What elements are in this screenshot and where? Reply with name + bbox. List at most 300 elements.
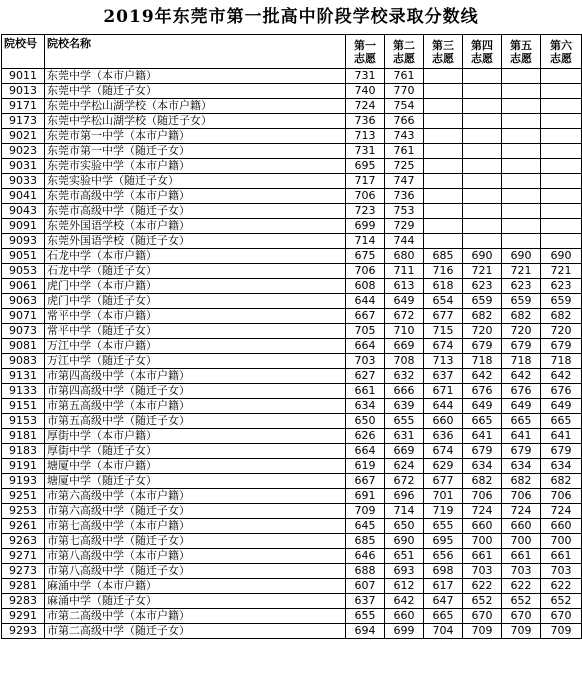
score-cell-choice-1: 685 [346, 534, 385, 549]
school-code-cell: 9271 [2, 549, 45, 564]
school-name-cell: 东莞市高级中学（随迁子女） [45, 204, 346, 219]
score-cell-choice-4: 670 [463, 609, 502, 624]
school-code-cell: 9153 [2, 414, 45, 429]
school-code-cell: 9273 [2, 564, 45, 579]
table-row [2, 204, 582, 219]
score-cell-choice-1: 627 [346, 369, 385, 384]
score-cell-choice-3: 629 [424, 459, 463, 474]
score-cell-choice-5: 641 [502, 429, 541, 444]
school-code-cell: 9181 [2, 429, 45, 444]
table-row [2, 594, 582, 609]
score-cell-choice-6: 709 [541, 624, 582, 639]
table-row [2, 474, 582, 489]
table-row [2, 549, 582, 564]
school-name-cell: 东莞市第一中学（本市户籍） [45, 129, 346, 144]
score-cell-choice-1: 709 [346, 504, 385, 519]
score-cell-choice-1: 661 [346, 384, 385, 399]
score-cell-choice-3: 655 [424, 519, 463, 534]
score-cell-choice-2: 747 [385, 174, 424, 189]
score-cell-choice-2: 669 [385, 339, 424, 354]
score-cell-choice-6 [541, 219, 582, 234]
school-code-cell: 9071 [2, 309, 45, 324]
score-cell-choice-4 [463, 219, 502, 234]
school-code-cell: 9073 [2, 324, 45, 339]
score-cell-choice-6: 720 [541, 324, 582, 339]
score-cell-choice-2: 650 [385, 519, 424, 534]
score-cell-choice-4: 690 [463, 249, 502, 264]
school-code-cell: 9171 [2, 99, 45, 114]
score-cell-choice-3: 674 [424, 444, 463, 459]
table-row [2, 234, 582, 249]
score-cell-choice-6: 703 [541, 564, 582, 579]
score-cell-choice-3: 671 [424, 384, 463, 399]
score-cell-choice-2: 672 [385, 309, 424, 324]
score-cell-choice-6: 676 [541, 384, 582, 399]
score-cell-choice-6 [541, 174, 582, 189]
header-choice-6: 第六 志愿 [541, 35, 582, 69]
score-cell-choice-4: 720 [463, 324, 502, 339]
school-name-cell: 虎门中学（本市户籍） [45, 279, 346, 294]
score-cell-choice-2: 708 [385, 354, 424, 369]
table-row [2, 624, 582, 639]
score-cell-choice-4 [463, 129, 502, 144]
score-cell-choice-5: 679 [502, 339, 541, 354]
score-cell-choice-1: 703 [346, 354, 385, 369]
school-name-cell: 东莞中学（随迁子女） [45, 84, 346, 99]
score-cell-choice-3 [424, 69, 463, 84]
table-row [2, 174, 582, 189]
school-name-cell: 市第五高级中学（随迁子女） [45, 414, 346, 429]
score-cell-choice-2: 680 [385, 249, 424, 264]
score-cell-choice-4 [463, 234, 502, 249]
school-name-cell: 市第二高级中学（本市户籍） [45, 609, 346, 624]
score-cell-choice-5: 718 [502, 354, 541, 369]
table-row [2, 429, 582, 444]
score-cell-choice-4: 703 [463, 564, 502, 579]
score-cell-choice-6: 641 [541, 429, 582, 444]
school-name-cell: 石龙中学（随迁子女） [45, 264, 346, 279]
school-code-cell: 9193 [2, 474, 45, 489]
score-cell-choice-3: 677 [424, 309, 463, 324]
school-name-cell: 东莞中学松山湖学校（本市户籍） [45, 99, 346, 114]
score-cell-choice-6: 634 [541, 459, 582, 474]
school-code-cell: 9011 [2, 69, 45, 84]
school-name-cell: 市第四高级中学（本市户籍） [45, 369, 346, 384]
score-cell-choice-6: 690 [541, 249, 582, 264]
score-cell-choice-6: 649 [541, 399, 582, 414]
score-cell-choice-2: 736 [385, 189, 424, 204]
score-cell-choice-3 [424, 99, 463, 114]
score-cell-choice-5 [502, 84, 541, 99]
table-row [2, 399, 582, 414]
school-code-cell: 9091 [2, 219, 45, 234]
table-row [2, 339, 582, 354]
school-name-cell: 市第八高级中学（本市户籍） [45, 549, 346, 564]
score-cell-choice-4: 649 [463, 399, 502, 414]
table-row [2, 294, 582, 309]
score-cell-choice-5: 623 [502, 279, 541, 294]
school-code-cell: 9021 [2, 129, 45, 144]
school-name-cell: 市第七高级中学（本市户籍） [45, 519, 346, 534]
score-cell-choice-3: 617 [424, 579, 463, 594]
table-row [2, 564, 582, 579]
score-cell-choice-3 [424, 174, 463, 189]
score-cell-choice-5: 659 [502, 294, 541, 309]
score-cell-choice-2: 649 [385, 294, 424, 309]
score-cell-choice-5 [502, 144, 541, 159]
score-cell-choice-2: 666 [385, 384, 424, 399]
score-cell-choice-6: 665 [541, 414, 582, 429]
score-cell-choice-3: 636 [424, 429, 463, 444]
score-cell-choice-3 [424, 219, 463, 234]
score-cell-choice-2: 711 [385, 264, 424, 279]
score-cell-choice-6 [541, 204, 582, 219]
admission-score-table [1, 34, 582, 639]
score-cell-choice-3: 695 [424, 534, 463, 549]
score-cell-choice-6: 721 [541, 264, 582, 279]
score-cell-choice-1: 714 [346, 234, 385, 249]
score-cell-choice-4: 709 [463, 624, 502, 639]
school-code-cell: 9061 [2, 279, 45, 294]
score-cell-choice-1: 675 [346, 249, 385, 264]
school-code-cell: 9083 [2, 354, 45, 369]
school-code-cell: 9063 [2, 294, 45, 309]
table-row [2, 534, 582, 549]
score-cell-choice-6: 622 [541, 579, 582, 594]
score-cell-choice-4: 661 [463, 549, 502, 564]
school-name-cell: 麻涌中学（随迁子女） [45, 594, 346, 609]
score-cell-choice-2: 743 [385, 129, 424, 144]
score-cell-choice-6: 700 [541, 534, 582, 549]
table-row [2, 84, 582, 99]
score-cell-choice-1: 724 [346, 99, 385, 114]
score-cell-choice-3: 715 [424, 324, 463, 339]
score-cell-choice-4 [463, 204, 502, 219]
school-name-cell: 塘厦中学（随迁子女） [45, 474, 346, 489]
table-row [2, 384, 582, 399]
score-cell-choice-1: 664 [346, 444, 385, 459]
school-code-cell: 9023 [2, 144, 45, 159]
score-cell-choice-6 [541, 84, 582, 99]
score-cell-choice-1: 634 [346, 399, 385, 414]
score-cell-choice-6 [541, 114, 582, 129]
score-cell-choice-2: 754 [385, 99, 424, 114]
score-cell-choice-5: 634 [502, 459, 541, 474]
school-name-cell: 常平中学（随迁子女） [45, 324, 346, 339]
header-row [2, 35, 582, 69]
score-cell-choice-5: 706 [502, 489, 541, 504]
score-cell-choice-1: 645 [346, 519, 385, 534]
score-cell-choice-1: 637 [346, 594, 385, 609]
score-cell-choice-3 [424, 234, 463, 249]
score-cell-choice-6: 642 [541, 369, 582, 384]
school-code-cell: 9191 [2, 459, 45, 474]
score-cell-choice-1: 736 [346, 114, 385, 129]
score-cell-choice-6: 718 [541, 354, 582, 369]
score-cell-choice-5: 665 [502, 414, 541, 429]
score-cell-choice-2: 710 [385, 324, 424, 339]
table-row [2, 504, 582, 519]
score-cell-choice-6 [541, 144, 582, 159]
score-cell-choice-4 [463, 114, 502, 129]
table-row [2, 159, 582, 174]
school-name-cell: 市第六高级中学（本市户籍） [45, 489, 346, 504]
score-cell-choice-3: 685 [424, 249, 463, 264]
score-cell-choice-4 [463, 84, 502, 99]
table-row [2, 519, 582, 534]
score-cell-choice-1: 608 [346, 279, 385, 294]
table-row [2, 354, 582, 369]
score-cell-choice-3: 719 [424, 504, 463, 519]
score-cell-choice-3 [424, 84, 463, 99]
score-cell-choice-4: 665 [463, 414, 502, 429]
score-cell-choice-1: 713 [346, 129, 385, 144]
school-name-cell: 市第二高级中学（随迁子女） [45, 624, 346, 639]
score-cell-choice-3: 674 [424, 339, 463, 354]
school-code-cell: 9031 [2, 159, 45, 174]
score-cell-choice-4: 634 [463, 459, 502, 474]
school-name-cell: 东莞外国语学校（随迁子女） [45, 234, 346, 249]
score-cell-choice-3: 677 [424, 474, 463, 489]
score-cell-choice-5: 721 [502, 264, 541, 279]
score-cell-choice-6: 623 [541, 279, 582, 294]
score-cell-choice-5 [502, 204, 541, 219]
score-cell-choice-3: 716 [424, 264, 463, 279]
score-cell-choice-6: 661 [541, 549, 582, 564]
table-row [2, 264, 582, 279]
score-cell-choice-3 [424, 189, 463, 204]
school-code-cell: 9013 [2, 84, 45, 99]
header-choice-3: 第三 志愿 [424, 35, 463, 69]
score-cell-choice-2: 642 [385, 594, 424, 609]
school-name-cell: 东莞实验中学（随迁子女） [45, 174, 346, 189]
score-cell-choice-1: 695 [346, 159, 385, 174]
table-row [2, 324, 582, 339]
school-name-cell: 东莞中学（本市户籍） [45, 69, 346, 84]
score-cell-choice-2: 655 [385, 414, 424, 429]
score-cell-choice-3: 704 [424, 624, 463, 639]
score-cell-choice-1: 731 [346, 144, 385, 159]
score-cell-choice-4: 659 [463, 294, 502, 309]
score-cell-choice-2: 660 [385, 609, 424, 624]
score-cell-choice-3: 637 [424, 369, 463, 384]
score-cell-choice-4 [463, 69, 502, 84]
table-row [2, 579, 582, 594]
score-cell-choice-4: 676 [463, 384, 502, 399]
school-name-cell: 常平中学（本市户籍） [45, 309, 346, 324]
score-cell-choice-5 [502, 189, 541, 204]
school-code-cell: 9283 [2, 594, 45, 609]
table-row [2, 144, 582, 159]
score-cell-choice-6: 682 [541, 474, 582, 489]
score-cell-choice-3: 701 [424, 489, 463, 504]
score-cell-choice-1: 705 [346, 324, 385, 339]
score-cell-choice-6 [541, 189, 582, 204]
score-cell-choice-3: 654 [424, 294, 463, 309]
school-name-cell: 虎门中学（随迁子女） [45, 294, 346, 309]
table-row [2, 114, 582, 129]
score-cell-choice-6 [541, 69, 582, 84]
school-code-cell: 9261 [2, 519, 45, 534]
score-cell-choice-2: 725 [385, 159, 424, 174]
table-row [2, 444, 582, 459]
school-code-cell: 9291 [2, 609, 45, 624]
score-cell-choice-3 [424, 159, 463, 174]
school-name-cell: 东莞外国语学校（本市户籍） [45, 219, 346, 234]
score-cell-choice-4 [463, 99, 502, 114]
table-row [2, 489, 582, 504]
score-cell-choice-1: 706 [346, 189, 385, 204]
score-cell-choice-5: 676 [502, 384, 541, 399]
score-cell-choice-1: 619 [346, 459, 385, 474]
score-cell-choice-5: 642 [502, 369, 541, 384]
school-name-cell: 万江中学（本市户籍） [45, 339, 346, 354]
score-cell-choice-5 [502, 234, 541, 249]
score-cell-choice-5: 622 [502, 579, 541, 594]
score-cell-choice-6: 659 [541, 294, 582, 309]
score-cell-choice-5 [502, 114, 541, 129]
score-cell-choice-6: 660 [541, 519, 582, 534]
score-cell-choice-1: 731 [346, 69, 385, 84]
score-cell-choice-2: 744 [385, 234, 424, 249]
school-name-cell: 市第四高级中学（随迁子女） [45, 384, 346, 399]
score-cell-choice-3 [424, 114, 463, 129]
score-cell-choice-3 [424, 129, 463, 144]
score-cell-choice-1: 664 [346, 339, 385, 354]
school-name-cell: 麻涌中学（本市户籍） [45, 579, 346, 594]
score-cell-choice-2: 770 [385, 84, 424, 99]
score-cell-choice-4: 724 [463, 504, 502, 519]
score-cell-choice-6: 679 [541, 444, 582, 459]
score-cell-choice-6: 706 [541, 489, 582, 504]
score-cell-choice-1: 740 [346, 84, 385, 99]
score-cell-choice-5: 709 [502, 624, 541, 639]
score-cell-choice-2: 624 [385, 459, 424, 474]
score-cell-choice-4 [463, 159, 502, 174]
school-code-cell: 9051 [2, 249, 45, 264]
score-cell-choice-2: 714 [385, 504, 424, 519]
table-row [2, 459, 582, 474]
score-cell-choice-4: 718 [463, 354, 502, 369]
score-cell-choice-4: 682 [463, 474, 502, 489]
score-cell-choice-4: 679 [463, 339, 502, 354]
school-name-cell: 万江中学（随迁子女） [45, 354, 346, 369]
score-cell-choice-2: 699 [385, 624, 424, 639]
score-cell-choice-5: 679 [502, 444, 541, 459]
table-row [2, 99, 582, 114]
table-row [2, 279, 582, 294]
score-cell-choice-5 [502, 129, 541, 144]
score-cell-choice-2: 651 [385, 549, 424, 564]
school-name-cell: 厚街中学（随迁子女） [45, 444, 346, 459]
score-cell-choice-5 [502, 99, 541, 114]
score-cell-choice-6: 682 [541, 309, 582, 324]
score-cell-choice-5 [502, 174, 541, 189]
score-cell-choice-5: 700 [502, 534, 541, 549]
header-choice-2: 第二 志愿 [385, 35, 424, 69]
score-cell-choice-5: 724 [502, 504, 541, 519]
score-cell-choice-6: 679 [541, 339, 582, 354]
score-cell-choice-1: 706 [346, 264, 385, 279]
score-cell-choice-5: 652 [502, 594, 541, 609]
score-cell-choice-5: 682 [502, 474, 541, 489]
score-cell-choice-1: 644 [346, 294, 385, 309]
school-code-cell: 9183 [2, 444, 45, 459]
score-cell-choice-4: 700 [463, 534, 502, 549]
score-cell-choice-5: 682 [502, 309, 541, 324]
score-cell-choice-3: 713 [424, 354, 463, 369]
score-cell-choice-6 [541, 99, 582, 114]
score-cell-choice-2: 639 [385, 399, 424, 414]
table-row [2, 414, 582, 429]
school-code-cell: 9293 [2, 624, 45, 639]
score-cell-choice-1: 655 [346, 609, 385, 624]
score-cell-choice-4 [463, 189, 502, 204]
score-cell-choice-3: 660 [424, 414, 463, 429]
table-body [2, 69, 582, 639]
school-code-cell: 9251 [2, 489, 45, 504]
school-code-cell: 9041 [2, 189, 45, 204]
school-name-cell: 厚街中学（本市户籍） [45, 429, 346, 444]
score-cell-choice-6: 670 [541, 609, 582, 624]
score-cell-choice-3: 656 [424, 549, 463, 564]
school-name-cell: 东莞市实验中学（本市户籍） [45, 159, 346, 174]
score-cell-choice-1: 717 [346, 174, 385, 189]
school-code-cell: 9151 [2, 399, 45, 414]
header-choice-5: 第五 志愿 [502, 35, 541, 69]
score-cell-choice-2: 729 [385, 219, 424, 234]
score-cell-choice-1: 607 [346, 579, 385, 594]
school-name-cell: 东莞中学松山湖学校（随迁子女） [45, 114, 346, 129]
score-cell-choice-3: 665 [424, 609, 463, 624]
school-name-cell: 市第八高级中学（随迁子女） [45, 564, 346, 579]
score-cell-choice-2: 612 [385, 579, 424, 594]
school-code-cell: 9043 [2, 204, 45, 219]
score-cell-choice-5: 720 [502, 324, 541, 339]
score-cell-choice-6 [541, 234, 582, 249]
score-cell-choice-4: 623 [463, 279, 502, 294]
score-cell-choice-3: 618 [424, 279, 463, 294]
score-cell-choice-3: 644 [424, 399, 463, 414]
score-cell-choice-5: 670 [502, 609, 541, 624]
score-cell-choice-4: 706 [463, 489, 502, 504]
score-cell-choice-4: 622 [463, 579, 502, 594]
school-code-cell: 9281 [2, 579, 45, 594]
score-cell-choice-1: 626 [346, 429, 385, 444]
score-cell-choice-2: 693 [385, 564, 424, 579]
school-code-cell: 9033 [2, 174, 45, 189]
score-cell-choice-2: 631 [385, 429, 424, 444]
score-cell-choice-5 [502, 69, 541, 84]
score-cell-choice-2: 690 [385, 534, 424, 549]
score-cell-choice-2: 669 [385, 444, 424, 459]
header-choice-4: 第四 志愿 [463, 35, 502, 69]
score-cell-choice-1: 688 [346, 564, 385, 579]
school-name-cell: 东莞市高级中学（本市户籍） [45, 189, 346, 204]
score-cell-choice-2: 696 [385, 489, 424, 504]
score-cell-choice-6 [541, 129, 582, 144]
score-cell-choice-3 [424, 144, 463, 159]
score-cell-choice-4: 641 [463, 429, 502, 444]
score-cell-choice-1: 667 [346, 474, 385, 489]
school-code-cell: 9263 [2, 534, 45, 549]
score-cell-choice-3 [424, 204, 463, 219]
document-title: 2019年东莞市第一批高中阶段学校录取分数线 [103, 7, 479, 27]
score-cell-choice-5 [502, 159, 541, 174]
score-cell-choice-5 [502, 219, 541, 234]
school-code-cell: 9093 [2, 234, 45, 249]
school-code-cell: 9081 [2, 339, 45, 354]
